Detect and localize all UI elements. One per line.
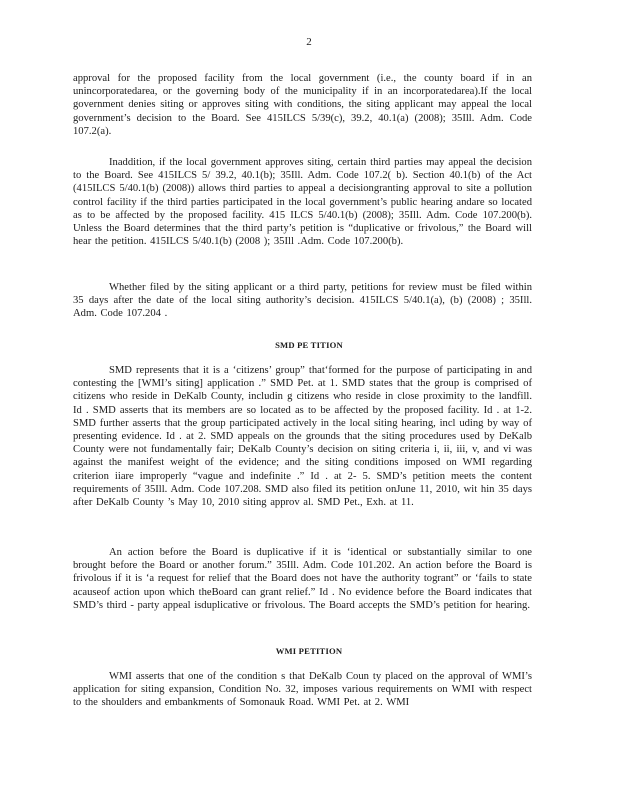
paragraph-appeal-by-applicant: approval for the proposed facility from the local government (i.e., the county board if in an unincorporatedarea, or the governing body of the municipality if in an incorporatedarea).If the local government denies siting or approves siting with conditions, the siting applicant may appeal the local government’s decision to the Board. See 415ILCS 5/39(c), 39.2, 40.1(a) (2008); 35Ill. Adm. Code 107.2(a). <box>73 73 532 137</box>
heading-wmi-petition: WMI PETITION <box>275 646 343 656</box>
paragraph-wmi-petition: WMI asserts that one of the condition s that DeKalb Coun ty placed on the approval of WMI’s application for siting expansion, Condition No. 32, imposes various requirements on WMI with respect to the shoulders and embankments of Somonauk Road. WMI Pet. at 2. WMI <box>73 671 532 709</box>
paragraph-filing-deadline: Whether filed by the siting applicant or a third party, petitions for review must be filed within 35 days after the date of the local siting authority’s decision. 415ILCS 5/40.1(a), (b) (2008) ; 35Ill. Adm. Code 107.204 . <box>73 282 532 320</box>
paragraph-third-party-appeal: Inaddition, if the local government approves siting, certain third parties may appeal the decision to the Board. See 415ILCS 5/ 39.2, 40.1(b); 35Ill. Adm. Code 107.2( b). Section 40.1(b) of the Act (415ILCS 5/40.1(b) (2008)) allows third parties to appeal a decisiongranting approval to site a pollution control facility if the third parties participated in the local government’s public hearing andare so located as to be affected by the proposed facility. 415 ILCS 5/40.1(b) (2008); 35Ill. Adm. Code 107.200(b). Unless the Board determines that the third party’s petition is “duplicative or frivolous,” the Board will hear the petition. 415ILCS 5/40.1(b) (2008 ); 35Ill .Adm. Code 107.200(b). <box>73 157 532 248</box>
paragraph-smd-petition: SMD represents that it is a ‘citizens’ group” that‘formed for the purpose of participating in and contesting the [WMI’s siting] application .” SMD Pet. at 1. SMD states that the group is comprised of citizens who reside in DeKalb County, includin g citizens who reside in close proximity to the landfill. Id . SMD asserts that its members are so located as to be affected by the proposed facility. Id . at 1-2. SMD further asserts that the group participated actively in the local siting hearing, incl uding by way of presenting evidence. Id . at 2. SMD appeals on the grounds that the siting procedures used by DeKalb County were not fundamentally fair; DeKalb County’s decision on siting criteria i, ii, iii, v, and vi was against the manifest weight of the evidence; and the siting conditions imposed on WMI regarding criterion iiare improperly “vague and indefinite .” Id . at 2- 5. SMD’s petition meets the content requirements of 35Ill. Adm. Code 107.208. SMD also filed its petition onJune 11, 2010, wit hin 35 days after DeKalb County ’s May 10, 2010 siting approv al. SMD Pet., Exh. at 11. <box>73 365 532 509</box>
paragraph-duplicative-frivolous: An action before the Board is duplicative if it is ‘identical or substantially similar to one brought before the Board or another forum.” 35Ill. Adm. Code 101.202. An action before the Board is frivolous if it is ‘a request for relief that the Board does not have the authority togrant” or ‘fails to state acauseof action upon which theBoard can grant relief.” Id . No evidence before the Board indicates that SMD’s third - party appeal isduplicative or frivolous. The Board accepts the SMD’s petition for hearing. <box>73 547 532 611</box>
page-number: 2 <box>306 36 312 48</box>
heading-smd-petition: SMD PE TITION <box>275 340 343 350</box>
